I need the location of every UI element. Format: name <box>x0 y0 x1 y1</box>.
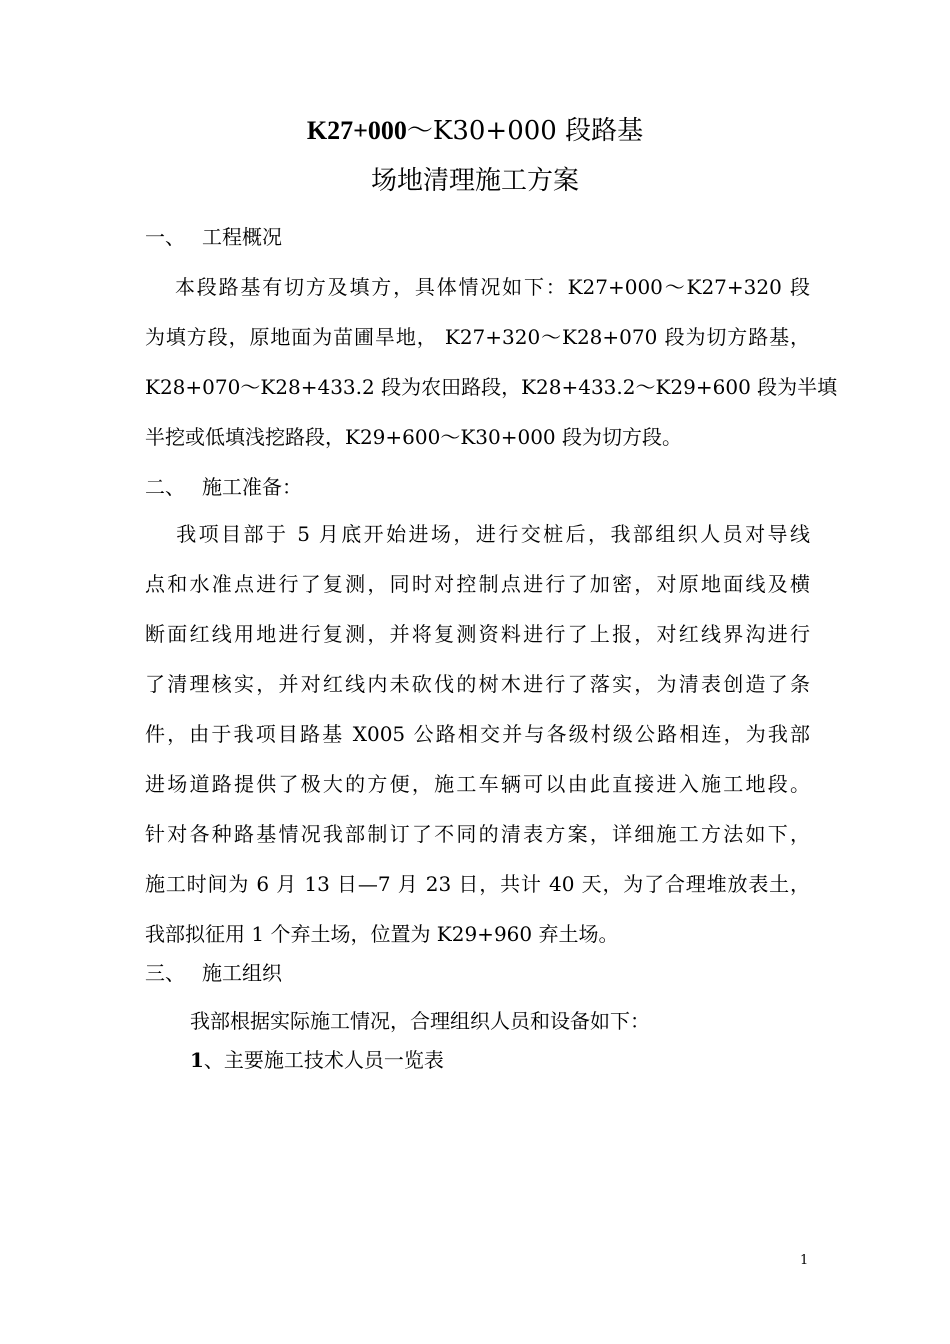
paragraph-line: 施工时间为 6 月 13 日—7 月 23 日，共计 40 天，为了合理堆放表土， <box>145 872 810 896</box>
section-title: 施工准备： <box>202 475 302 499</box>
title-station-rest: ～K30+000 段路基 <box>406 116 644 146</box>
paragraph-line: 针对各种路基情况我部制订了不同的清表方案，详细施工方法如下， <box>145 822 810 846</box>
section-number: 三、 <box>145 961 185 985</box>
section-heading-overview <box>145 224 282 250</box>
document-title-line2: 场地清理施工方案 <box>370 166 579 196</box>
paragraph-line: 点和水准点进行了复测，同时对控制点进行了加密，对原地面线及横 <box>145 572 810 596</box>
section-heading-organization <box>145 960 282 986</box>
paragraph-line: 为填方段，原地面为苗圃旱地， K27+320～K28+070 段为切方路基， <box>145 325 810 349</box>
section-title: 工程概况 <box>202 225 282 249</box>
paragraph-line: 件，由于我项目路基 X005 公路相交并与各级村级公路相连，为我部 <box>145 722 810 746</box>
paragraph-line: K28+070～K28+433.2 段为农田路段，K28+433.2～K29+600 段为半填 <box>145 375 838 399</box>
paragraph-line: 进场道路提供了极大的方便，施工车辆可以由此直接进入施工地段。 <box>145 772 810 796</box>
paragraph-line: 本段路基有切方及填方，具体情况如下：K27+000～K27+320 段 <box>145 275 810 299</box>
section-number: 一、 <box>145 225 185 249</box>
paragraph-line: 半挖或低填浅挖路段，K29+600～K30+000 段为切方段。 <box>145 425 683 449</box>
subsection-title: 、主要施工技术人员一览表 <box>203 1048 444 1072</box>
section-intro: 我部根据实际施工情况，合理组织人员和设备如下： <box>190 1009 650 1033</box>
document-title-line1 <box>0 116 950 146</box>
section-title: 施工组织 <box>202 961 282 985</box>
paragraph-line: 了清理核实，并对红线内未砍伐的树木进行了落实，为清表创造了条 <box>145 672 810 696</box>
paragraph-line: 我项目部于 5 月底开始进场，进行交桩后，我部组织人员对导线 <box>145 522 810 546</box>
paragraph-line: 断面红线用地进行复测，并将复测资料进行了上报，对红线界沟进行 <box>145 622 810 646</box>
subsection-number: 1 <box>190 1048 204 1072</box>
title-station-start: K27+000 <box>306 116 407 145</box>
page-number: 1 <box>800 1253 809 1268</box>
section-heading-preparation <box>145 474 302 500</box>
paragraph-line: 我部拟征用 1 个弃土场，位置为 K29+960 弃土场。 <box>145 922 619 946</box>
subsection-heading-staff-table <box>190 1047 444 1073</box>
section-number: 二、 <box>145 475 185 499</box>
